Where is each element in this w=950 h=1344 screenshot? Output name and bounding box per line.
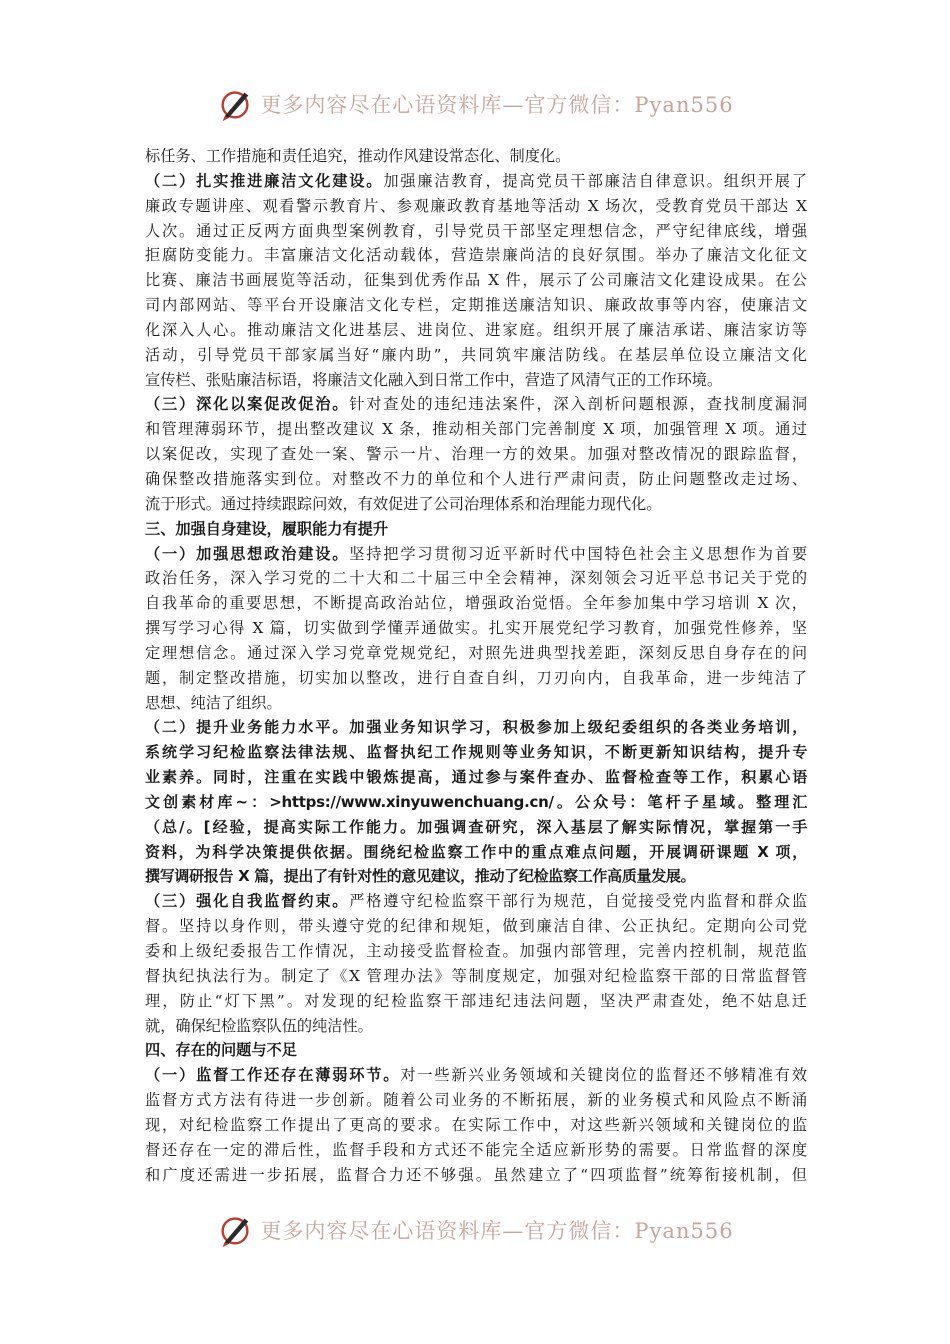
line-text: 流于形式。通过持续跟踪问效，有效促进了公司治理体系和治理能力现代化。 <box>145 494 662 513</box>
line-text: 系统学习纪检监察法律法规、监督执纪工作规则等业务知识，不断更新知识结构，提升专 <box>145 743 807 762</box>
text-line <box>145 268 807 293</box>
line-text: 文创素材库~：>https://www.xinyuwenchuang.cn/。公众号：笔杆子星域。整理汇 <box>145 792 807 811</box>
text-line <box>145 964 807 989</box>
text-line <box>145 318 807 343</box>
text-line <box>145 343 807 368</box>
text-line <box>145 740 807 765</box>
footer-watermark-banner <box>0 1208 950 1252</box>
line-text: 思想、纯洁了组织。 <box>145 693 282 712</box>
text-line <box>145 442 807 467</box>
line-text: 严格遵守纪检监察干部行为规范，自觉接受党内监督和群众监 <box>349 892 807 911</box>
line-text: 加强廉洁教育，提高党员干部廉洁自律意识。组织开展了 <box>383 171 807 190</box>
text-line <box>145 467 807 492</box>
text-line <box>145 219 807 244</box>
bold-lead: 四、存在的问题与不足 <box>145 1041 297 1060</box>
line-text: 题，制定整改措施，切实加以整改，进行自查自纠，刀刃向内，自我革命，进一步纯洁了 <box>145 668 807 687</box>
line-text: 和管理薄弱环节，提出整改建议 X 条，推动相关部门完善制度 X 项，加强管理 X 项。通过 <box>145 420 807 439</box>
bold-lead: （三）强化自我监督约束。 <box>145 892 350 911</box>
text-line <box>145 616 807 641</box>
line-text: 督。坚持以身作则，带头遵守党的纪律和规矩，做到廉洁自律、公正执纪。定期向公司党 <box>145 917 807 936</box>
header-watermark-banner <box>0 82 950 126</box>
line-text: 标任务、工作措施和责任追究，推动作风建设常态化、制度化。 <box>145 147 571 165</box>
text-line <box>145 840 807 865</box>
line-text: 确保整改措施落实到位。对整改不力的单位和个人进行严肃问责，防止问题整改走过场、 <box>145 469 807 488</box>
text-line <box>145 144 807 169</box>
text-line <box>145 666 807 691</box>
text-line <box>145 989 807 1014</box>
line-text: 理，防止“灯下黑”。对发现的纪检监察干部违纪违法问题，坚决严肃查处，绝不姑息迁 <box>145 991 807 1010</box>
text-line <box>145 691 807 716</box>
line-text: 对一些新兴业务领域和关键岗位的监督还不够精准有效 <box>400 1066 807 1085</box>
line-text: 拒腐防变能力。丰富廉洁文化活动载体，营造崇廉尚洁的良好氛围。举办了廉洁文化征文 <box>145 246 807 265</box>
document-body <box>145 144 807 1187</box>
line-text: 就，确保纪检监察队伍的纯洁性。 <box>145 1016 373 1035</box>
line-text: 监督方式方法有待进一步创新。随着公司业务的不断拓展，新的业务模式和风险点不断涌 <box>145 1091 807 1110</box>
bold-lead: （二）扎实推进廉洁文化建设。 <box>145 171 384 190</box>
section-heading <box>145 517 807 542</box>
text-line <box>145 591 807 616</box>
text-line <box>145 790 807 815</box>
text-line <box>145 392 807 417</box>
line-text: 撰写学习心得 X 篇，切实做到学懂弄通做实。扎实开展党纪学习教育，加强党性修养，坚 <box>145 619 807 638</box>
line-text: 资料，为科学决策提供依据。围绕纪检监察工作中的重点难点问题，开展调研课题 X 项， <box>145 842 807 861</box>
text-line <box>145 542 807 567</box>
pen-circle-logo-icon <box>216 1211 254 1249</box>
line-text: 化深入人心。推动廉洁文化进基层、进岗位、进家庭。组织开展了廉洁承诺、廉洁家访等 <box>145 320 807 339</box>
text-line <box>145 1138 807 1163</box>
text-line <box>145 169 807 194</box>
text-line <box>145 566 807 591</box>
section-heading <box>145 1038 807 1063</box>
text-line <box>145 368 807 393</box>
line-text: 人次。通过正反两方面典型案例教育，引导党员干部坚定理想信念，严守纪律底线，增强 <box>145 221 807 240</box>
line-text: 和广度还需进一步拓展，监督合力还不够强。虽然建立了“四项监督”统筹衔接机制，但 <box>145 1165 807 1184</box>
text-line <box>145 889 807 914</box>
line-text: 司内部网站、等平台开设廉洁文化专栏，定期推送廉洁知识、廉政故事等内容，使廉洁文 <box>145 296 807 315</box>
text-line <box>145 492 807 517</box>
text-line <box>145 1063 807 1088</box>
text-line <box>145 1088 807 1113</box>
text-line <box>145 715 807 740</box>
text-line <box>145 417 807 442</box>
text-line <box>145 641 807 666</box>
line-text: 针对查处的违纪违法案件，深入剖析问题根源，查找制度漏洞 <box>349 395 807 414</box>
bold-lead: 三、加强自身建设，履职能力有提升 <box>145 519 388 538</box>
line-text: （总/。[经验，提高实际工作能力。加强调查研究，深入基层了解实际情况，掌握第一手 <box>145 817 807 836</box>
bold-lead: （一）监督工作还存在薄弱环节。 <box>145 1066 401 1085</box>
line-text: 业素养。同时，注重在实践中锻炼提高，通过参与案件查办、监督检查等工作，积累心语 <box>145 768 807 787</box>
text-line <box>145 765 807 790</box>
text-line <box>145 864 807 889</box>
text-line <box>145 914 807 939</box>
line-text: 以案促改，实现了查处一案、警示一片、治理一方的效果。加强对整改情况的跟踪监督， <box>145 445 807 464</box>
bold-lead: （三）深化以案促改促治。 <box>145 395 350 414</box>
line-text: 宣传栏、张贴廉洁标语，将廉洁文化融入到日常工作中，营造了风清气正的工作环境。 <box>145 370 723 389</box>
banner-text: 更多内容尽在心语资料库—官方微信：Pyan556 <box>260 1219 734 1243</box>
line-text: 廉政专题讲座、观看警示教育片、参观廉政教育基地等活动 X 场次，受教育党员干部达 X <box>145 196 807 215</box>
line-text: 自我革命的重要思想，不断提高政治站位，增强政治觉悟。全年参加集中学习培训 X 次， <box>145 594 807 613</box>
text-line <box>145 1113 807 1138</box>
line-text: 撰写调研报告 X 篇，提出了有针对性的意见建议，推动了纪检监察工作高质量发展。 <box>145 867 696 886</box>
bold-lead: （一）加强思想政治建设。 <box>145 544 350 563</box>
text-line <box>145 1014 807 1039</box>
text-line <box>145 1163 807 1188</box>
line-text: 委和上级纪委报告工作情况，主动接受监督检查。加强内部管理，完善内控机制，规范监 <box>145 942 807 960</box>
banner-text: 更多内容尽在心语资料库—官方微信：Pyan556 <box>260 93 734 117</box>
line-text: 督还存在一定的滞后性，监督手段和方式还不能完全适应新形势的需要。日常监督的深度 <box>145 1140 807 1159</box>
line-text: 定理想信念。通过深入学习党章党规党纪，对照先进典型找差距，深刻反思自身存在的问 <box>145 643 807 662</box>
line-text: 活动，引导党员干部家属当好“廉内助”，共同筑牢廉洁防线。在基层单位设立廉洁文化 <box>145 345 807 364</box>
line-text: 督执纪执法行为。制定了《X 管理办法》等制度规定，加强对纪检监察干部的日常监督管 <box>145 966 807 985</box>
line-text: 政治任务，深入学习党的二十大和二十届三中全会精神，深刻领会习近平总书记关于党的 <box>145 569 807 588</box>
pen-circle-logo-icon <box>216 85 254 123</box>
line-text: 比赛、廉洁书画展览等活动，征集到优秀作品 X 件，展示了公司廉洁文化建设成果。在公 <box>145 271 807 290</box>
line-text: 现，对纪检监察工作提出了更高的要求。在实际工作中，对这些新兴领域和关键岗位的监 <box>145 1115 807 1134</box>
text-line <box>145 939 807 964</box>
line-text: （二）提升业务能力水平。加强业务知识学习，积极参加上级纪委组织的各类业务培训， <box>145 718 807 737</box>
text-line <box>145 194 807 219</box>
text-line <box>145 243 807 268</box>
line-text: 坚持把学习贯彻习近平新时代中国特色社会主义思想作为首要 <box>349 544 807 563</box>
text-line <box>145 815 807 840</box>
text-line <box>145 293 807 318</box>
